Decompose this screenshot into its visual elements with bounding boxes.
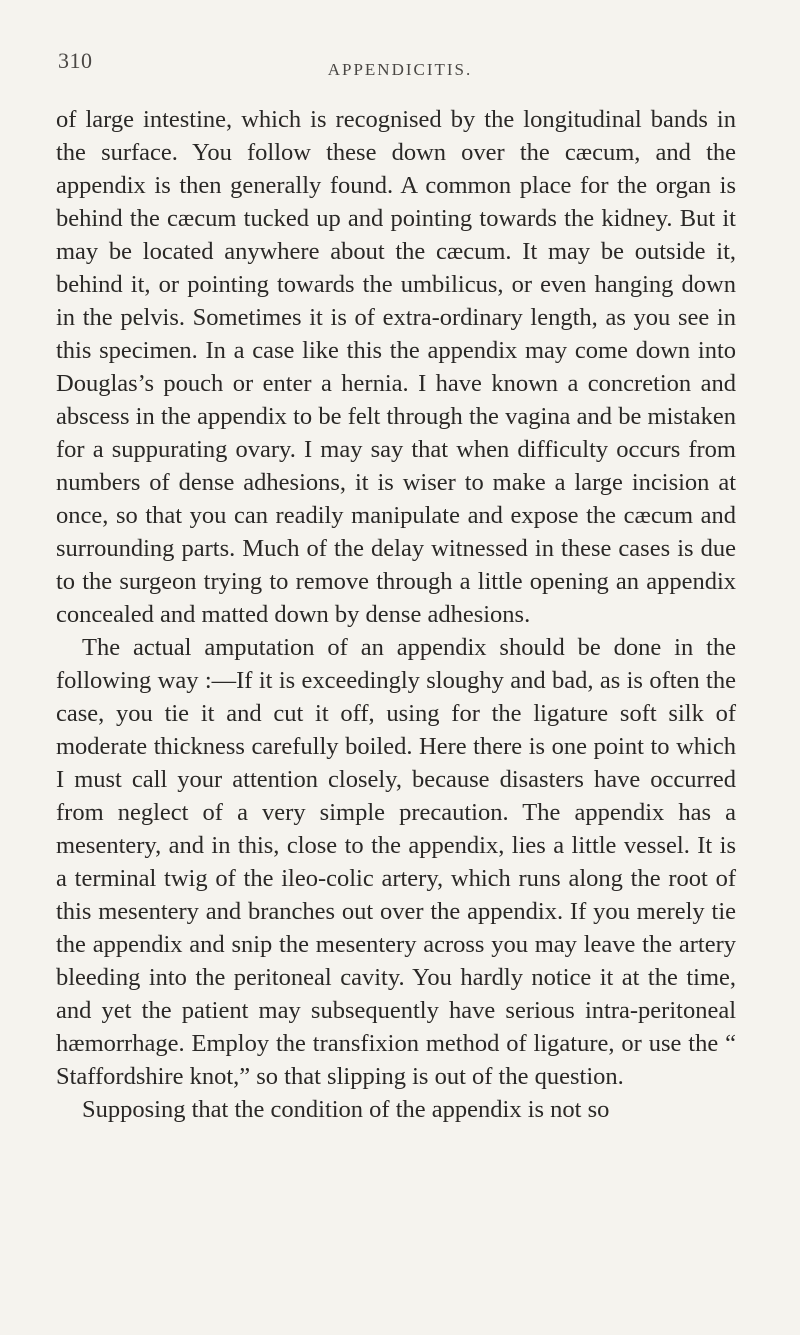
page-number: 310 bbox=[58, 48, 93, 73]
paragraph-supposing: Supposing that the condition of the appendix is not so bbox=[82, 1096, 610, 1123]
paragraph-continuation: of large intestine, which is recognised by the longitudinal bands in the surface. You follow these down over the cæcum, and the appendix is then generally found. A common place for the organ is behind the cæcum tucked up and pointing towards the kidney. But it may be located anywhere about the cæcum. It may be outside it, behind it, or pointing towards the umbilicus, or even hanging down in the pelvis. Sometimes it is of extra-ordinary length, as you see in this specimen. In a case like this the appendix may come down into Douglas’s pouch or enter a hernia. I have known a concretion and abscess in the appendix to be felt through the vagina and be mistaken for a suppurating ovary. I may say that when difficulty occurs from numbers of dense adhesions, it is wiser to make a large incision at once, so that you can readily manipulate and expose the cæcum and surrounding parts. Much of the delay witnessed in these cases is due to the surgeon trying to remove through a little opening an appendix concealed and matted down by dense adhesions. bbox=[56, 106, 736, 628]
body-text bbox=[56, 103, 736, 1126]
paragraph-amputation: The actual amputation of an appendix should be done in the following way :—If it is exceedingly sloughy and bad, as is often the case, you tie it and cut it off, using for the ligature soft silk of moderate thickness carefully boiled. Here there is one point to which I must call your attention closely, because disasters have occurred from neglect of a very simple precaution. The appendix has a mesentery, and in this, close to the appendix, lies a little vessel. It is a terminal twig of the ileo-colic artery, which runs along the root of this mesentery and branches out over the appendix. If you merely tie the appendix and snip the mesentery across you may leave the artery bleeding into the peritoneal cavity. You hardly notice it at the time, and yet the patient may subsequently have serious intra-peritoneal hæmorrhage. Employ the transfixion method of ligature, or use the “ Staffordshire knot,” so that slipping is out of the question. bbox=[56, 634, 736, 1090]
running-title: APPENDICITIS. bbox=[327, 60, 473, 79]
